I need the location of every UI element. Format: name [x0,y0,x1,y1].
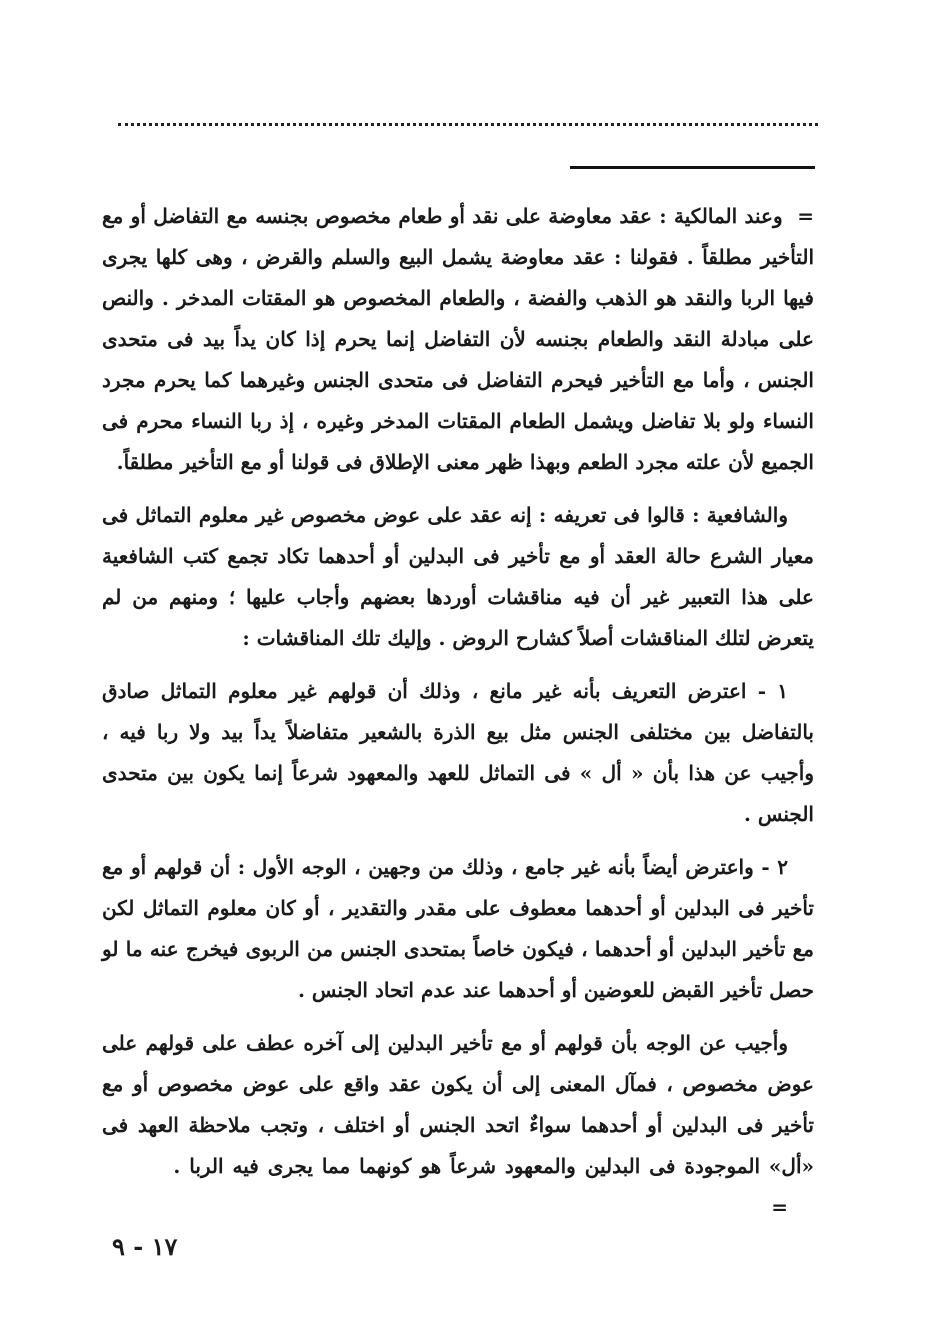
body-text [102,196,814,1240]
paragraph-objection-2: ٢ - واعترض أيضاً بأنه غير جامع ، وذلك من وجهين ، الوجه الأول : أن قولهم أو مع تأخير فى البدلين أو أحدهما معطوف على مقدر والتقدير ، أو كان معلوم التماثل لكن مع تأخير البدلين أو أحدهما ، فيكون خاصاً بمتحدى الجنس من الربوى فيخرج عنه ما لو حصل تأخير القبض للعوضين أو أحدهما عند عدم اتحاد الجنس . [102,855,814,1002]
paragraph-answer [102,1023,814,1228]
dotted-separator [118,123,818,126]
footnote-rule [570,166,815,169]
continuation-marker: = [771,1195,788,1219]
paragraph-text: وعند المالكية : عقد معاوضة على نقد أو طعام مخصوص بجنسه مع التفاضل أو مع التأخير مطلقاً . فقولنا : عقد معاوضة يشمل البيع والسلم والقرض ، وهى كلها يجرى فيها الربا والنقد هو الذهب والفضة ، والطعام المخصوص هو المقتات المدخر . والنص على مبادلة النقد والطعام بجنسه لأن التفاضل إنما يحرم إذا كان يداً بيد فى متحدى الجنس ، وأما مع التأخير فيحرم التفاضل فى متحدى الجنس وغيرهما كما يحرم مجرد النساء ولو بلا تفاضل ويشمل الطعام المقتات المدخر وغيره ، إذ ربا النساء محرم فى الجميع لأن علته مجرد الطعم وبهذا ظهر معنى الإطلاق فى قولنا أو مع التأخير مطلقاً. [102,204,814,474]
continuation-marker: = [797,204,814,228]
paragraph-objection-1: ١ - اعترض التعريف بأنه غير مانع ، وذلك أن قولهم غير معلوم التماثل صادق بالتفاضل بين مختلفى الجنس مثل بيع الذرة بالشعير متفاضلاً يداً بيد ولا ربا فيه ، وأجيب عن هذا بأن « أل » فى التماثل للعهد والمعهود شرعاً إنما يكون بين متحدى الجنس . [102,679,814,826]
paragraph-maliki [102,196,814,483]
paragraph-shafii: والشافعية : قالوا فى تعريفه : إنه عقد على عوض مخصوص غير معلوم التماثل فى معيار الشرع حالة العقد أو مع تأخير فى البدلين أو أحدهما تكاد تجمع كتب الشافعية على هذا التعبير غير أن فيه مناقشات أوردها بعضهم وأجاب عليها ؛ ومنهم من لم يتعرض لتلك المناقشات أصلاً كشارح الروض . وإليك تلك المناقشات : [102,503,814,650]
paragraph-text: وأجيب عن الوجه بأن قولهم أو مع تأخير البدلين إلى آخره عطف على قولهم على عوض مخصوص ، فمآل المعنى إلى أن يكون عقد واقع على عوض مخصوص أو مع تأخير فى البدلين أو أحدهما سواءٌ اتحد الجنس أو اختلف ، وتجب ملاحظة العهد فى «أل» الموجودة فى البدلين والمعهود شرعاً هو كونهما مما يجرى فيه الربا . [102,1031,815,1178]
page-number: ١٧ - ٩ [112,1232,178,1261]
